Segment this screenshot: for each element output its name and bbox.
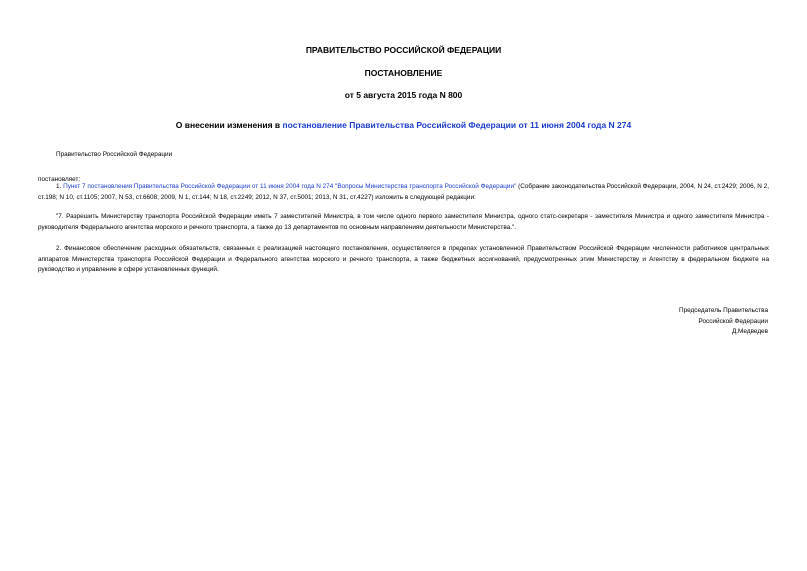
signature-block [679,306,768,338]
item1-number: 1. [56,183,64,190]
item1-text: (Собрание законодательства Российской Федерации, 2004, N 24, ст.2429; 2006, N 2, ст.198; N 10, ст.1105; 2007, N 53, ст.6608; 2009, N 1, ст.144; N 18, ст.2249; 2012, N 37, ст.5001; 2013, N 31, ст.4227) изложить в следующей редакции: [38,183,769,201]
signature-country: Российской Федерации [698,317,768,325]
decree-word: постановляет: [38,176,81,183]
government-heading: ПРАВИТЕЛЬСТВО РОССИЙСКОЙ ФЕДЕРАЦИИ [305,45,502,55]
title-prefix: О внесении изменения в [175,120,283,130]
document-title [0,120,807,131]
paragraph-item-2: 2. Финансовое обеспечение расходных обязательств, связанных с реализацией настоящего постановления, осуществляется в пределах установленной Правительством Российской Федерации численности работников центральных аппаратов Министерства транспорта Российской Федерации и Федерального агентства морского и речного транспорта, а также бюджетных ассигнований, предусмотренных этим Министерству и Агентству в федеральном бюджете на руководство и управление в сфере установленных функций. [38,245,769,273]
document-date-number: от 5 августа 2015 года N 800 [344,90,463,100]
paragraph-quote: "7. Разрешить Министерству транспорта Российской Федерации иметь 7 заместителей Министра, в том числе одного первого заместителя Министра, одного статс-секретаря - заместителя Министра и одного заместителя Министра - руководителя Федерального агентства морского и речного транспорта, а также до 13 департаментов по основным направлениям деятельности Министерства.". [38,213,769,231]
title-link[interactable]: постановление Правительства Российской Федерации от 11 июня 2004 года N 274 [282,120,632,130]
paragraph-item-1 [38,182,769,203]
document-type-heading: ПОСТАНОВЛЕНИЕ [364,68,443,78]
signature-title: Председатель Правительства [679,307,768,314]
government-line: Правительство Российской Федерации [56,151,173,158]
item1-link[interactable]: Пункт 7 постановления Правительства Российской Федерации от 11 июня 2004 года N 274 "Вопросы Министерства транспорта Российской Федерации" [63,183,517,190]
signature-name: Д.Медведев [731,328,768,335]
